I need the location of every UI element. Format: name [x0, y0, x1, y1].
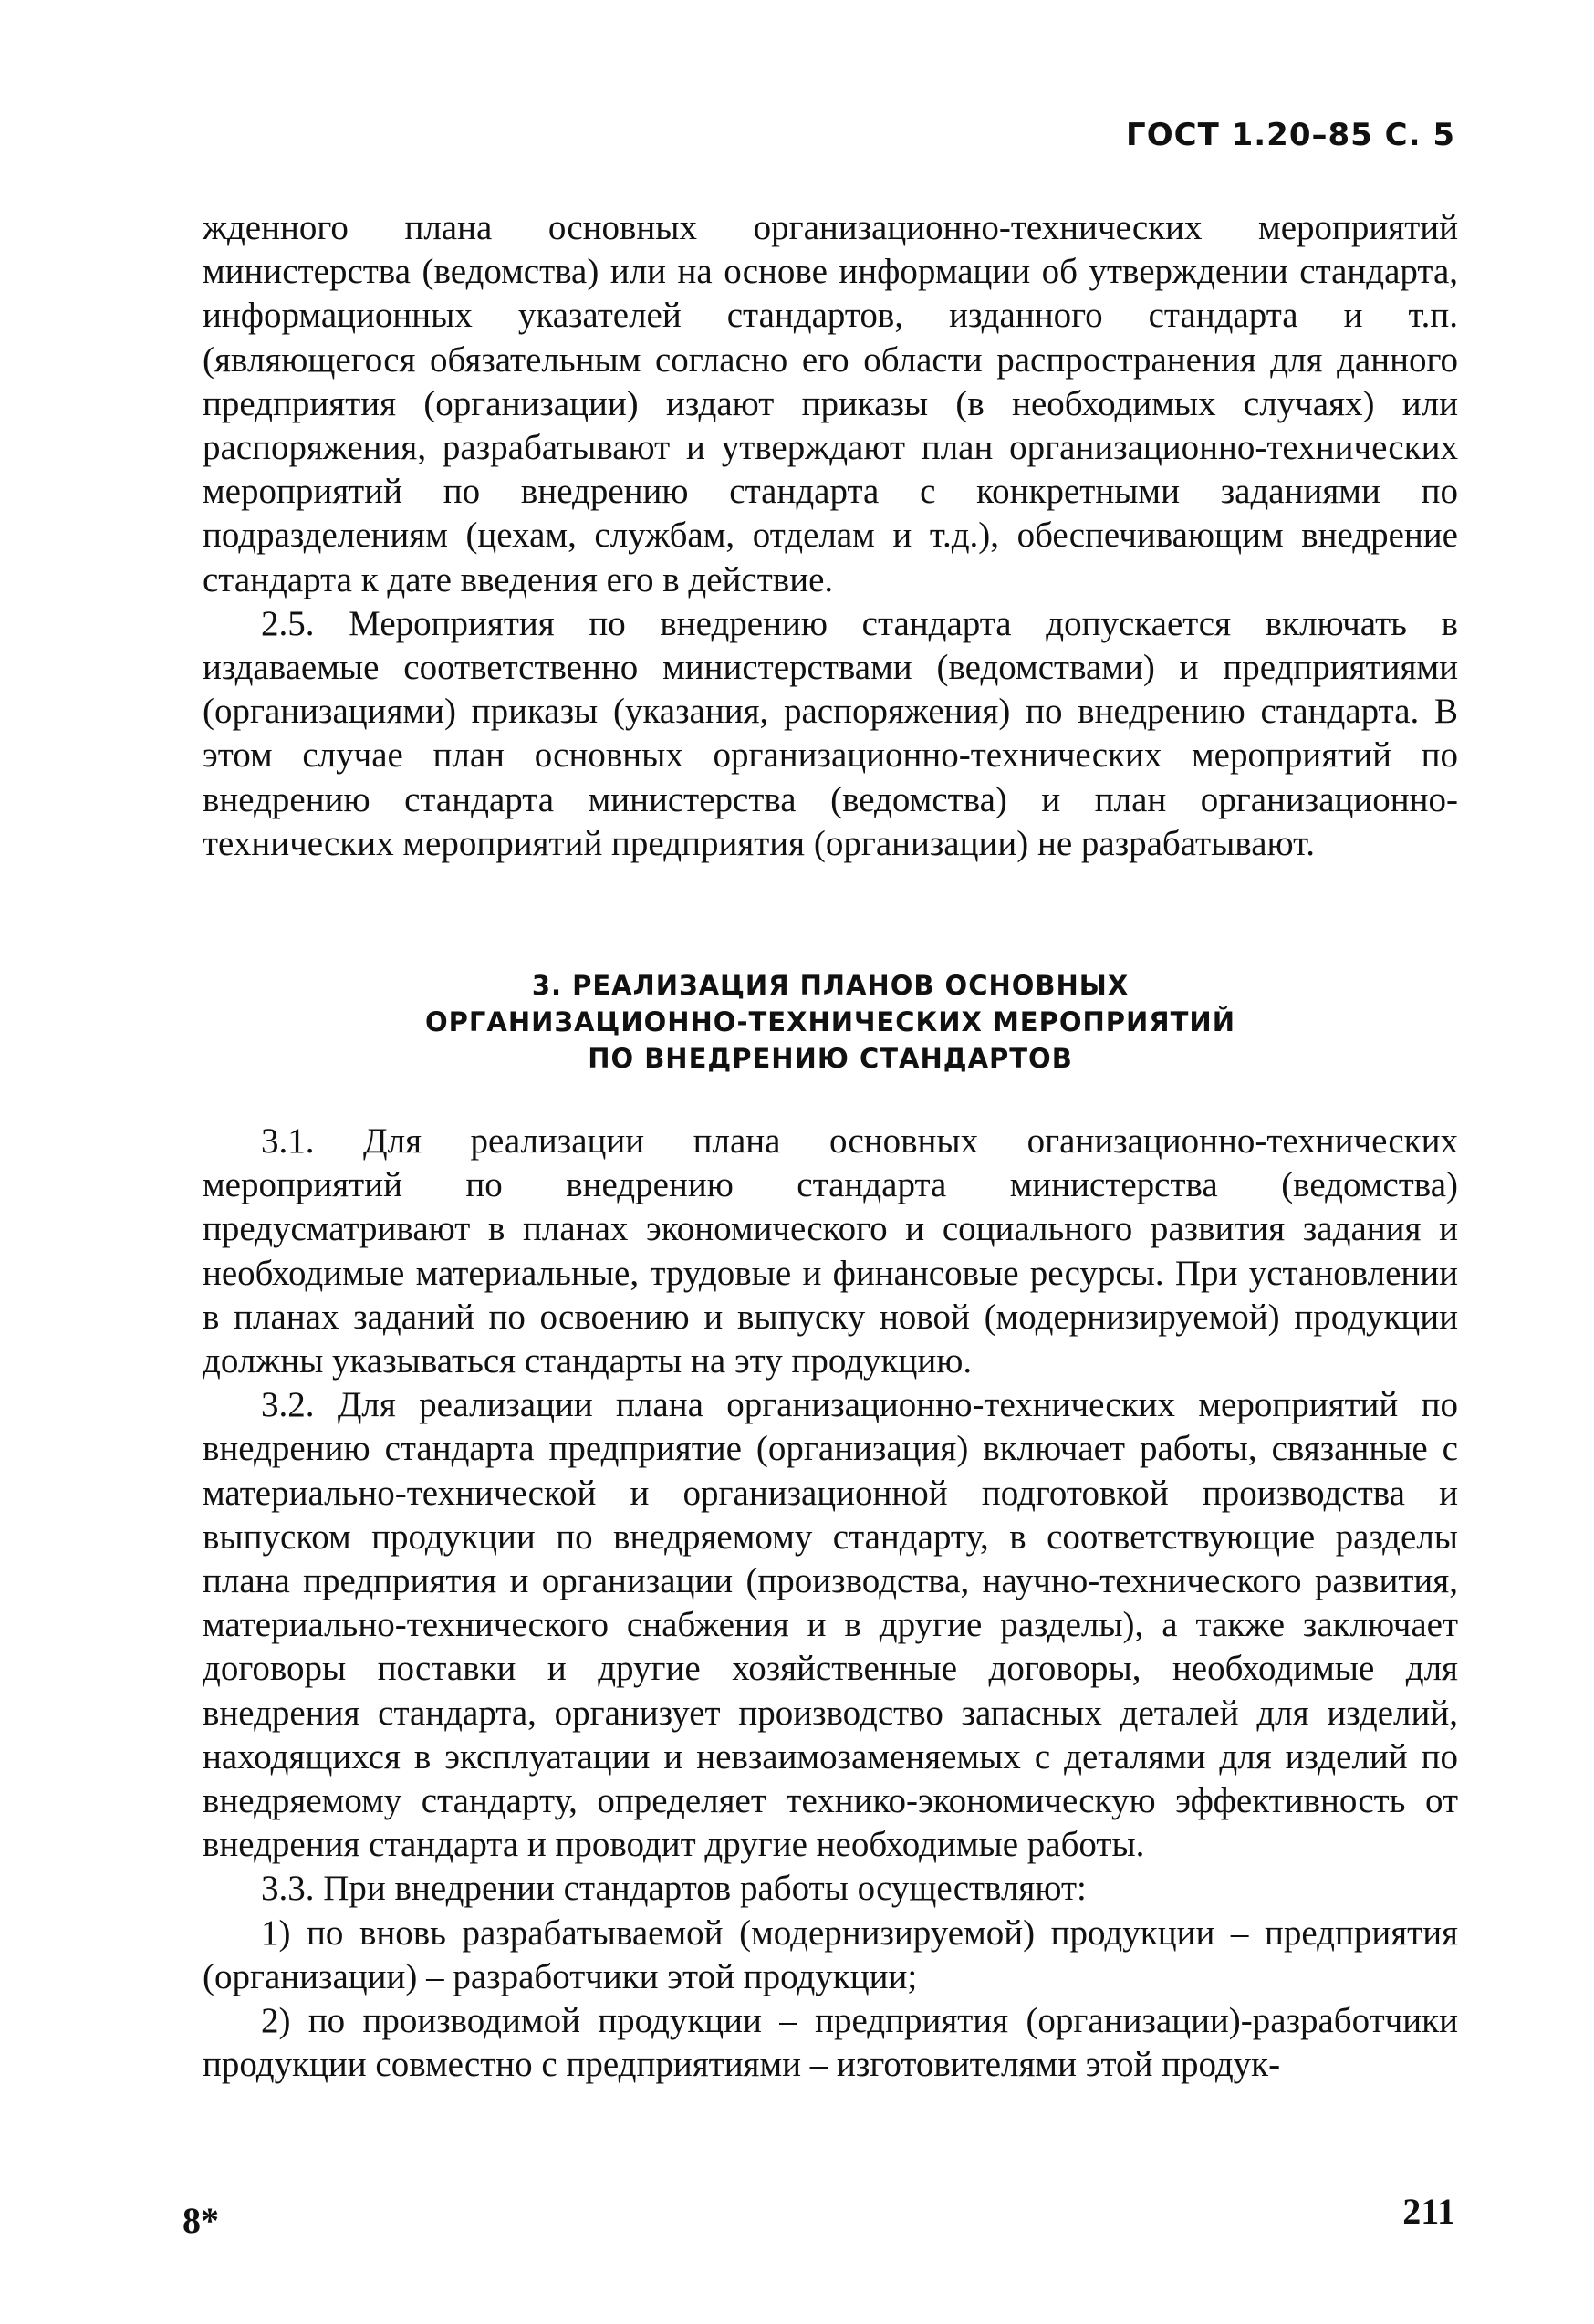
section-3-text	[203, 1120, 1458, 2087]
paragraph-2-4-continuation: жденного плана основных организационно-технических мероприятий министерства (ведомства) или на основе информации об утверждении стандарта, информационных указателей стандартов, изданного стандарта и т.п. (являющегося обязательным согласно его области распространения для данного предприятия (организации) издают приказы (в необходимых случаях) или распоряжения, разрабатывают и утверждают план организационно-технических мероприятий по внедрению стандарта с конкретными заданиями по подразделениям (цехам, службам, отделам и т.д.), обеспечивающим внедрение стандарта к дате введения его в действие.	[203, 208, 1458, 599]
paragraph-3-1: 3.1. Для реализации плана основных оганизационно-технических мероприятий по внедрению стандарта министерства (ведомства) предусматривают в планах экономического и социального развития задания и необходимые материальные, трудовые и финансовые ресурсы. При установлении в планах заданий по освоению и выпуску новой (модернизируемой) продукции должны указываться стандарты на эту продукцию.	[203, 1121, 1458, 1381]
heading-line-2: ОРГАНИЗАЦИОННО-ТЕХНИЧЕСКИХ МЕРОПРИЯТИЙ	[425, 1006, 1235, 1037]
list-item-2: 2) по производимой продукции – предприятия (организации)-разработчики продукции совместно с предприятиями – изготовителями этой продук-	[203, 2001, 1458, 2085]
section-2-text	[203, 206, 1458, 866]
heading-line-1: 3. РЕАЛИЗАЦИЯ ПЛАНОВ ОСНОВНЫХ	[531, 970, 1130, 1001]
paragraph-2-5: 2.5. Мероприятия по внедрению стандарта допускается включать в издаваемые соответственно министерствами (ведомствами) и предприятиями (организациями) приказы (указания, распоряжения) по внедрению стандарта. В этом случае план основных организационно-технических мероприятий по внедрению стандарта министерства (ведомства) и план организационно-технических мероприятий предприятия (организации) не разрабатывают.	[203, 603, 1458, 863]
page-number: 211	[1402, 2191, 1455, 2232]
list-item-1: 1) по вновь разрабатываемой (модернизируемой) продукции – предприятия (организации) – разработчики этой продукции;	[203, 1912, 1458, 1996]
heading-line-3: ПО ВНЕДРЕНИЮ СТАНДАРТОВ	[588, 1043, 1073, 1074]
section-3-heading	[203, 967, 1458, 1077]
running-head: ГОСТ 1.20–85 С. 5	[1126, 117, 1455, 153]
paragraph-3-2: 3.2. Для реализации плана организационно-технических мероприятий по внедрению стандарта предприятие (организация) включает работы, связанные с материально-технической и организационной подготовкой производства и выпуском продукции по внедряемому стандарту, в соответствующие разделы плана предприятия и организации (производства, научно-технического развития, материально-технического снабжения и в другие разделы), а также заключает договоры поставки и другие хозяйственные договоры, необходимые для внедрения стандарта, организует производство запасных деталей для изделий, находящихся в эксплуатации и невзаимозаменяемых с деталями для изделий по внедряемому стандарту, определяет технико-экономическую эффективность от внедрения стандарта и проводит другие необходимые работы.	[203, 1385, 1458, 1865]
paragraph-3-3: 3.3. При внедрении стандартов работы осуществляют:	[261, 1869, 1087, 1909]
signature-mark: 8*	[182, 2200, 219, 2241]
